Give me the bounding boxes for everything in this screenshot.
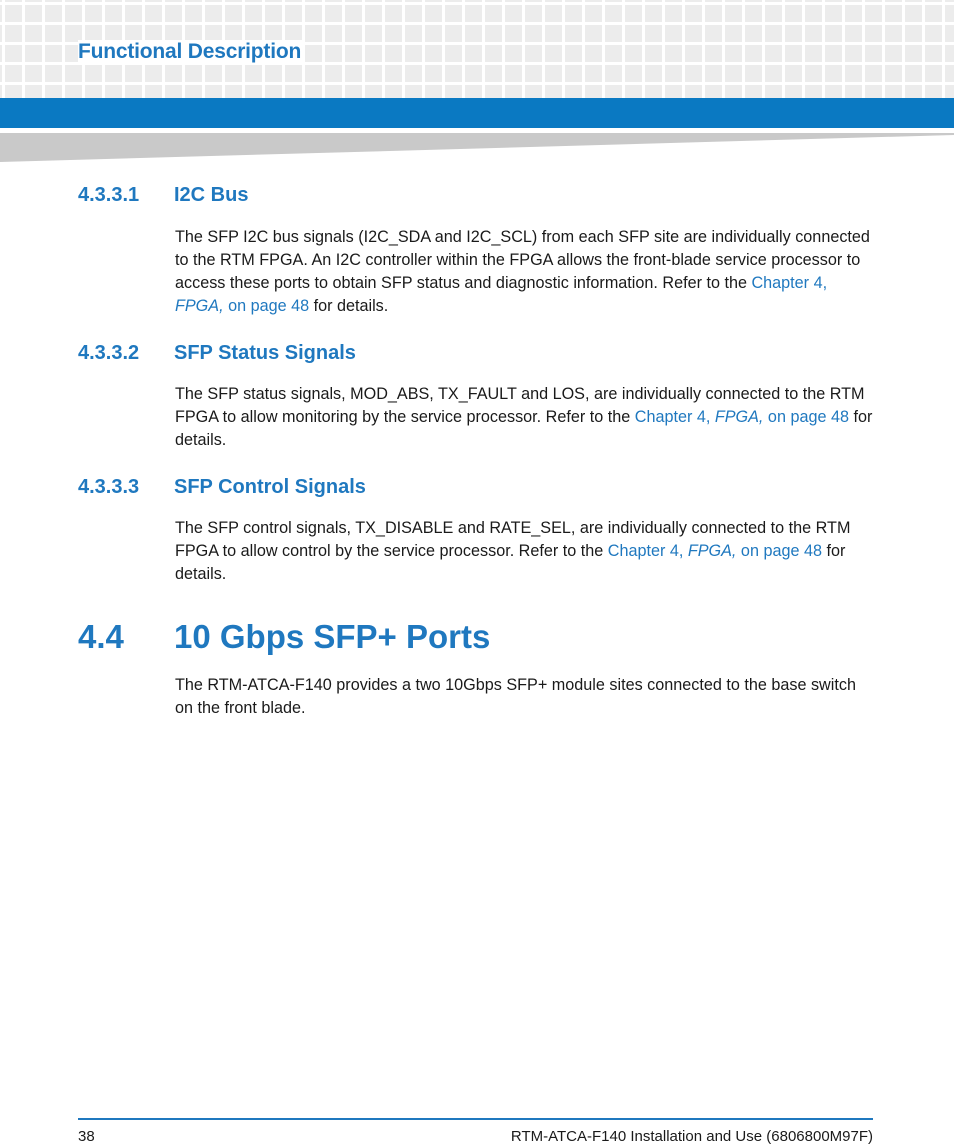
body-text: The SFP status signals, MOD_ABS, TX_FAULT and LOS, are individually connected to the RTM FPGA to allow monitoring by the service processor. Refer to the bbox=[175, 385, 865, 426]
chapter-title: Functional Description bbox=[78, 40, 305, 64]
footer-divider bbox=[78, 1118, 873, 1120]
section-title: SFP Status Signals bbox=[174, 342, 356, 364]
paragraph-sfp-ports: The RTM-ATCA-F140 provides a two 10Gbps SFP+ module sites connected to the base switch on the front blade. bbox=[175, 676, 856, 717]
body-text-tail: for details. bbox=[309, 297, 389, 315]
chapter-link[interactable]: Chapter 4, FPGA, on page 48 bbox=[607, 542, 822, 560]
header-wedge bbox=[0, 128, 954, 166]
paragraph-i2c-bus bbox=[175, 226, 875, 318]
page-number: 38 bbox=[78, 1128, 95, 1145]
paragraph-sfp-status bbox=[175, 383, 875, 452]
section-title: SFP Control Signals bbox=[174, 476, 366, 498]
section-number: 4.3.3.2 bbox=[78, 342, 140, 364]
header-band bbox=[0, 98, 954, 128]
section-title: 10 Gbps SFP+ Ports bbox=[174, 618, 491, 655]
section-title: I2C Bus bbox=[174, 184, 249, 206]
section-number: 4.3.3.3 bbox=[78, 476, 140, 498]
paragraph-sfp-control bbox=[175, 517, 875, 586]
section-number: 4.3.3.1 bbox=[78, 184, 140, 206]
body-text: The SFP I2C bus signals (I2C_SDA and I2C_SCL) from each SFP site are individually connected to the RTM FPGA. An I2C controller within the FPGA allows the front-blade service processor to access these ports to obtain SFP status and diagnostic information. Refer to the bbox=[175, 228, 870, 292]
body-text-tail: for details. bbox=[175, 408, 873, 449]
body-text: The SFP control signals, TX_DISABLE and RATE_SEL, are individually connected to the RTM FPGA to allow control by the service processor. Refer to the bbox=[175, 519, 851, 560]
section-number: 4.4 bbox=[78, 618, 124, 655]
chapter-link[interactable]: Chapter 4, FPGA, on page 48 bbox=[634, 408, 849, 426]
document-title: RTM-ATCA-F140 Installation and Use (6806800M97F) bbox=[510, 1128, 873, 1145]
chapter-link[interactable]: Chapter 4, FPGA, on page 48 bbox=[175, 274, 828, 315]
body-text-tail: for details. bbox=[175, 542, 846, 583]
